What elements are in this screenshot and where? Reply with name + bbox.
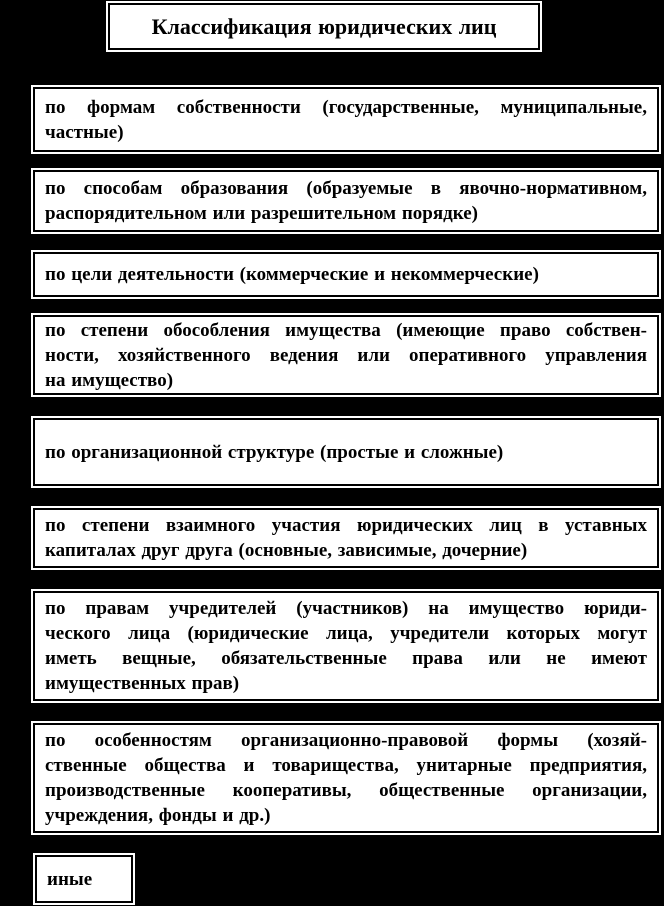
text-line: ческого лица (юридические лица, учредители которых могут xyxy=(45,623,647,644)
text-line: по способам образования (образуемые в явочно-нормативном, xyxy=(45,178,647,199)
classification-box-activity-goal xyxy=(33,252,659,297)
text-line: по степени взаимного участия юридических лиц в уставных xyxy=(45,515,647,536)
box-text-founders-rights xyxy=(35,596,657,696)
classification-box-formation-method xyxy=(33,170,659,232)
classification-box-other xyxy=(35,855,133,903)
text-line: имущественных прав) xyxy=(45,673,240,694)
classification-box-property-separation xyxy=(33,315,659,395)
text-line: по степени обособления имущества (имеющие право собствен- xyxy=(45,319,647,341)
diagram-title-box xyxy=(108,3,540,50)
box-text-formation-method xyxy=(35,176,657,226)
text-line: по особенностям организационно-правовой формы (хозяй- xyxy=(45,730,647,751)
diagram-title: Классификация юридических лиц xyxy=(151,13,497,39)
text-line: учреждения, фонды и др.) xyxy=(45,805,271,826)
text-line: производственные кооперативы, общественные организации, xyxy=(45,780,647,801)
box-text-ownership-form xyxy=(35,95,657,145)
classification-box-mutual-participation xyxy=(33,508,659,568)
text-line: на имущество) xyxy=(45,369,174,391)
text-line: ности, хозяйственного ведения или оперативного управления xyxy=(45,344,647,366)
text-line: капиталах друг друга (основные, зависимые, дочерние) xyxy=(45,540,528,561)
classification-box-organizational-structure xyxy=(33,418,659,486)
text-line: по правам учредителей (участников) на имущество юриди- xyxy=(45,598,647,619)
text-line: по формам собственности (государственные, муниципальные, xyxy=(45,96,647,118)
text-line: иные xyxy=(47,868,93,890)
text-line: ственные общества и товарищества, унитарные предприятия, xyxy=(45,755,647,776)
text-line: по цели деятельности (коммерческие и некоммерческие) xyxy=(45,264,539,285)
box-text-property-separation xyxy=(35,318,657,393)
text-line: иметь вещные, обязательственные права или не имеют xyxy=(45,648,647,669)
box-text-organizational-structure xyxy=(35,440,657,465)
classification-box-ownership-form xyxy=(33,87,659,152)
box-text-other xyxy=(37,867,131,892)
box-text-activity-goal xyxy=(35,262,657,287)
box-text-legal-form-features xyxy=(35,728,657,828)
classification-box-legal-form-features xyxy=(33,723,659,833)
text-line: частные) xyxy=(45,121,124,143)
classification-box-founders-rights xyxy=(33,591,659,701)
text-line: по организационной структуре (простые и сложные) xyxy=(45,441,504,463)
box-text-mutual-participation xyxy=(35,513,657,563)
text-line: распорядительном или разрешительном порядке) xyxy=(45,203,478,224)
